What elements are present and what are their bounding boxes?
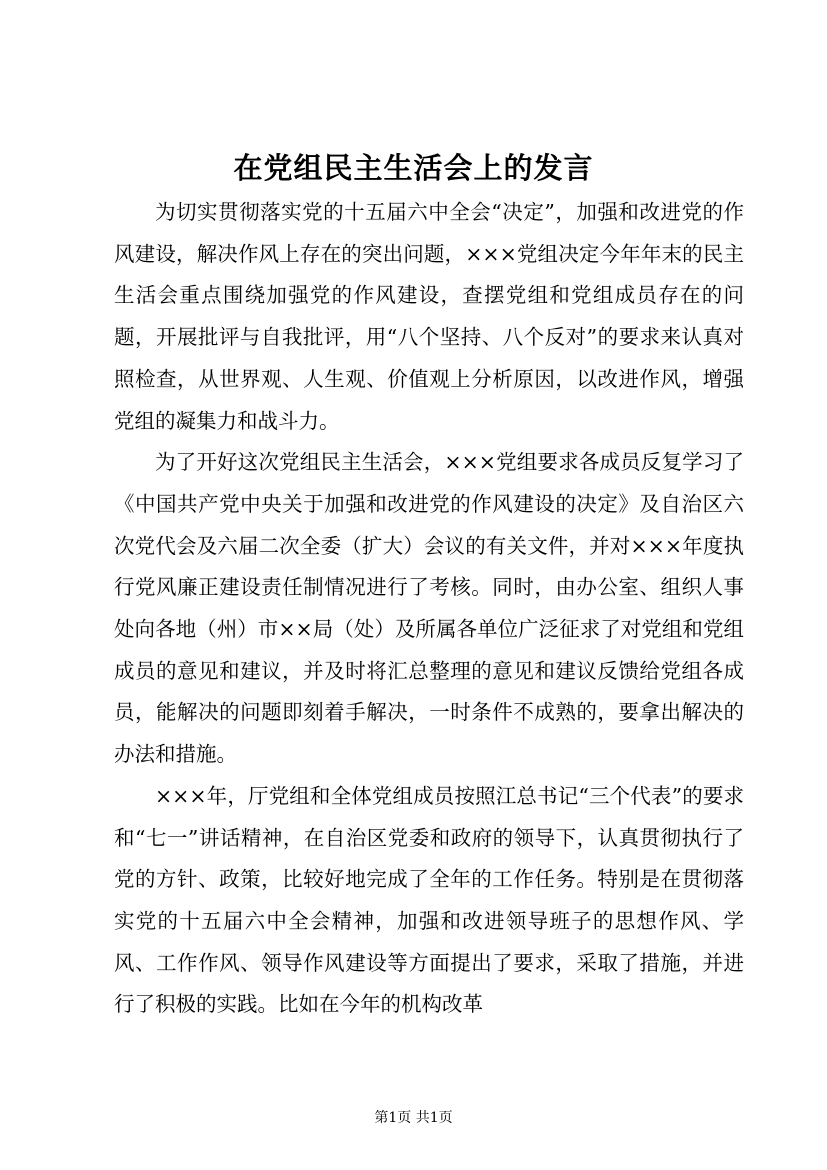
document-body bbox=[114, 192, 744, 1026]
page-footer: 第1页 共1页 bbox=[374, 1110, 453, 1126]
document-title: 在党组民主生活会上的发言 bbox=[233, 151, 594, 185]
paragraph-2: 为了开好这次党组民主生活会，×××党组要求各成员反复学习了《中国共产党中央关于加强和改进党的作风建设的决定》及自治区六次党代会及六届二次全委（扩大）会议的有关文件，并对×××年度执行党风廉正建设责任制情况进行了考核。同时，由办公室、组织人事处向各地（州）市××局（处）及所属各单位广泛征求了对党组和党组成员的意见和建议，并及时将汇总整理的意见和建议反馈给党组各成员，能解决的问题即刻着手解决，一时条件不成熟的，要拿出解决的办法和措施。 bbox=[114, 450, 744, 767]
paragraph-1: 为切实贯彻落实党的十五届六中全会“决定”，加强和改进党的作风建设，解决作风上存在的突出问题，×××党组决定今年年末的民主生活会重点围绕加强党的作风建设，查摆党组和党组成员存在的问题，开展批评与自我批评，用“八个坚持、八个反对”的要求来认真对照检查，从世界观、人生观、价值观上分析原因，以改进作风，增强党组的凝集力和战斗力。 bbox=[114, 200, 744, 433]
paragraph-3: ×××年，厅党组和全体党组成员按照江总书记“三个代表”的要求和“七一”讲话精神，在自治区党委和政府的领导下，认真贯彻执行了党的方针、政策，比较好地完成了全年的工作任务。特别是在贯彻落实党的十五届六中全会精神，加强和改进领导班子的思想作风、学风、工作作风、领导作风建设等方面提出了要求，采取了措施，并进行了积极的实践。比如在今年的机构改革 bbox=[114, 783, 744, 1017]
